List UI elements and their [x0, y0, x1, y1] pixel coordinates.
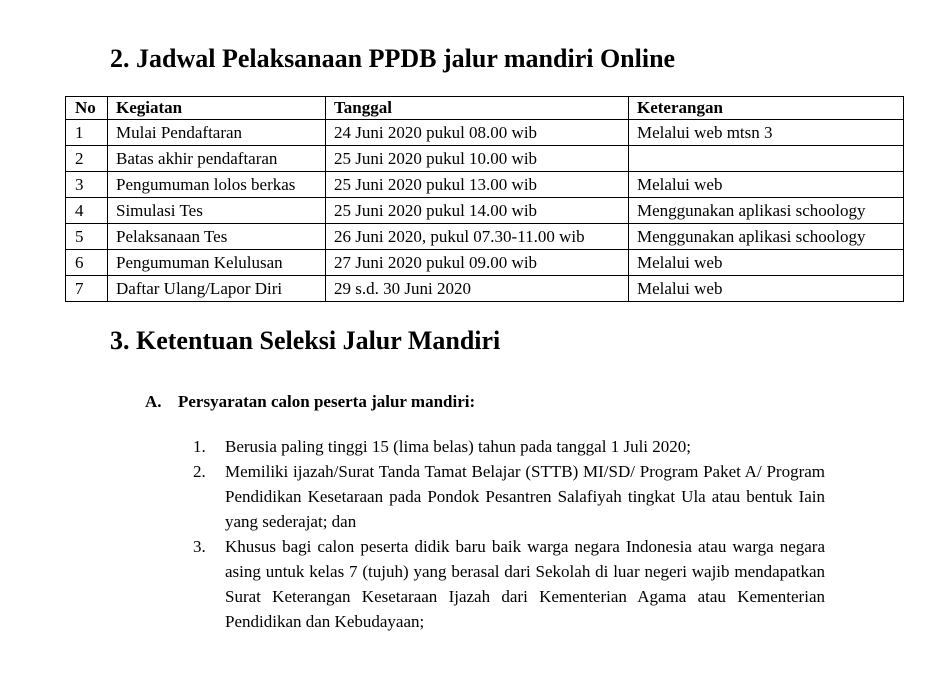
cell-no: 3 [66, 172, 108, 198]
list-item [193, 434, 825, 459]
cell-kegiatan: Pelaksanaan Tes [108, 224, 326, 250]
column-header-tanggal: Tanggal [326, 97, 629, 120]
cell-kegiatan: Daftar Ulang/Lapor Diri [108, 276, 326, 302]
table-row [66, 146, 904, 172]
column-header-no: No [66, 97, 108, 120]
requirements-list [193, 434, 825, 634]
cell-no: 4 [66, 198, 108, 224]
list-item-number: 1. [193, 437, 206, 456]
cell-no: 7 [66, 276, 108, 302]
cell-kegiatan: Simulasi Tes [108, 198, 326, 224]
list-item-text: Khusus bagi calon peserta didik baru baik warga negara Indonesia atau warga negara asing untuk kelas 7 (tujuh) yang berasal dari Sekolah di luar negeri wajib mendapatkan Surat Keterangan Kesetaraan Ijazah dari Kementerian Agama atau Kementerian Pendidikan dan Kebudayaan; [225, 537, 825, 631]
table-row [66, 172, 904, 198]
cell-tanggal: 25 Juni 2020 pukul 14.00 wib [326, 198, 629, 224]
table-row [66, 198, 904, 224]
table-header-row [66, 97, 904, 120]
list-item-text: Memiliki ijazah/Surat Tanda Tamat Belajar (STTB) MI/SD/ Program Paket A/ Program Pendidikan Kesetaraan pada Pondok Pesantren Salafiyah tingkat Ula atau bentuk Iain yang sederajat; dan [225, 462, 825, 531]
cell-no: 6 [66, 250, 108, 276]
cell-keterangan: Menggunakan aplikasi schoology [629, 198, 904, 224]
cell-kegiatan: Pengumuman lolos berkas [108, 172, 326, 198]
subsection-title: Persyaratan calon peserta jalur mandiri: [178, 392, 476, 411]
cell-keterangan: Melalui web mtsn 3 [629, 120, 904, 146]
table-row [66, 276, 904, 302]
list-item [193, 459, 825, 534]
column-header-keterangan: Keterangan [629, 97, 904, 120]
cell-no: 5 [66, 224, 108, 250]
list-item-text: Berusia paling tinggi 15 (lima belas) tahun pada tanggal 1 Juli 2020; [225, 437, 691, 456]
cell-kegiatan: Mulai Pendaftaran [108, 120, 326, 146]
table-row [66, 224, 904, 250]
cell-tanggal: 24 Juni 2020 pukul 08.00 wib [326, 120, 629, 146]
cell-tanggal: 26 Juni 2020, pukul 07.30-11.00 wib [326, 224, 629, 250]
subsection-heading [145, 392, 475, 412]
cell-no: 2 [66, 146, 108, 172]
list-item-number: 2. [193, 462, 206, 481]
cell-kegiatan: Batas akhir pendaftaran [108, 146, 326, 172]
cell-tanggal: 29 s.d. 30 Juni 2020 [326, 276, 629, 302]
column-header-kegiatan: Kegiatan [108, 97, 326, 120]
cell-keterangan: Melalui web [629, 250, 904, 276]
subsection-letter: A. [145, 392, 162, 411]
cell-tanggal: 25 Juni 2020 pukul 13.00 wib [326, 172, 629, 198]
table-row [66, 250, 904, 276]
list-item-number: 3. [193, 537, 206, 556]
cell-keterangan [629, 146, 904, 172]
cell-no: 1 [66, 120, 108, 146]
section-title-jadwal: 2. Jadwal Pelaksanaan PPDB jalur mandiri Online [110, 44, 676, 73]
schedule-table [65, 96, 904, 302]
section-title-ketentuan: 3. Ketentuan Seleksi Jalur Mandiri [110, 326, 501, 355]
table-row [66, 120, 904, 146]
list-item [193, 534, 825, 634]
cell-tanggal: 25 Juni 2020 pukul 10.00 wib [326, 146, 629, 172]
cell-keterangan: Menggunakan aplikasi schoology [629, 224, 904, 250]
cell-keterangan: Melalui web [629, 276, 904, 302]
cell-tanggal: 27 Juni 2020 pukul 09.00 wib [326, 250, 629, 276]
cell-kegiatan: Pengumuman Kelulusan [108, 250, 326, 276]
cell-keterangan: Melalui web [629, 172, 904, 198]
